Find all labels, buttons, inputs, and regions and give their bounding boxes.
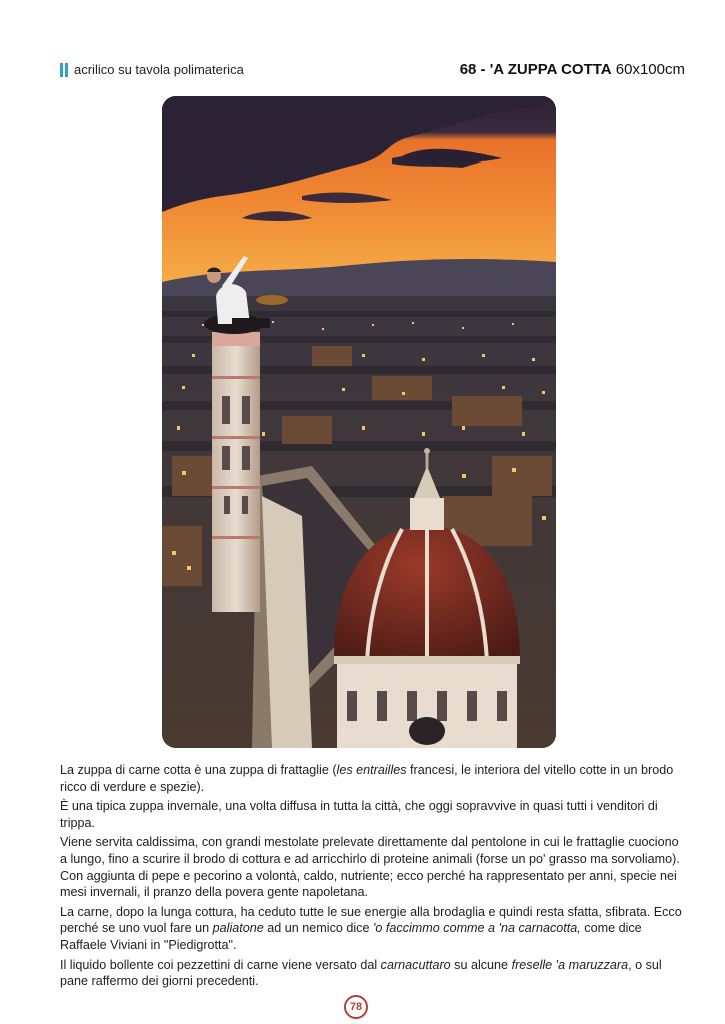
painting-image xyxy=(162,96,556,748)
p5-italic-carnacuttaro: carnacuttaro xyxy=(380,957,451,972)
p1-text-c: francesi, le interiora del vitello cotte in un brodo ricco di verdure e spezie). xyxy=(60,763,674,794)
p1-text-a: La zuppa di carne cotta è una zuppa di frattaglie ( xyxy=(60,763,337,777)
paragraph-1 xyxy=(60,762,682,795)
p5-text-c: su alcune xyxy=(450,957,512,972)
paragraph-5 xyxy=(60,957,682,990)
p4-italic-quote: 'o faccimmo comme a 'na carnacotta, xyxy=(372,921,581,936)
header-caption xyxy=(60,62,244,77)
artwork-dimensions: 60x100cm xyxy=(615,61,685,78)
p5-italic-freselle: freselle 'a maruzzara xyxy=(511,957,629,972)
paragraph-4 xyxy=(60,904,682,954)
p4-text-e: come dice Raffaele Viviani in "Piedigrotta". xyxy=(60,921,642,952)
p4-text-c: ad un nemico dice xyxy=(263,921,373,936)
p1-italic-term: les entrailles xyxy=(336,763,407,777)
paragraph-2: È una tipica zuppa invernale, una volta diffusa in tutta la città, che oggi sopravvive in quasi tutti i venditori di trippa. xyxy=(60,799,658,830)
artwork-title-text: 68 - 'A ZUPPA COTTA xyxy=(459,61,612,78)
technique-label: acrilico su tavola polimaterica xyxy=(74,62,244,77)
p5-text-e: , o sul pane raffermo dei giorni precedenti. xyxy=(60,957,662,989)
page-number: 78 xyxy=(344,995,368,1019)
accent-bars-icon xyxy=(60,63,68,77)
p4-text-a: La carne, dopo la lunga cottura, ha ceduto tutte le sue energie alla brodaglia e quindi resta sfatta, sfibrata. Ecco perché se uno vuol fare un xyxy=(60,904,682,936)
artwork-title xyxy=(460,61,685,78)
article-body xyxy=(60,762,682,993)
p4-italic-paliatone: paliatone xyxy=(212,921,264,936)
p5-text-a: Il liquido bollente coi pezzettini di carne viene versato dal xyxy=(60,957,381,972)
florence-painting-icon xyxy=(162,96,556,748)
paragraph-3: Viene servita caldissima, con grandi mestolate prelevate direttamente dal pentolone in cui le frattaglie cuociono a lungo, fino a scurire il brodo di cottura e ad arricchirlo di proteine animali (forse un po' grasso ma sorvoliamo). Con aggiunta di pepe e pecorino a volontà, caldo, nutriente; ecco perché ha rappresentato per anni, specie nei mesi invernali, il pranzo della povera gente napoletana. xyxy=(60,835,680,900)
